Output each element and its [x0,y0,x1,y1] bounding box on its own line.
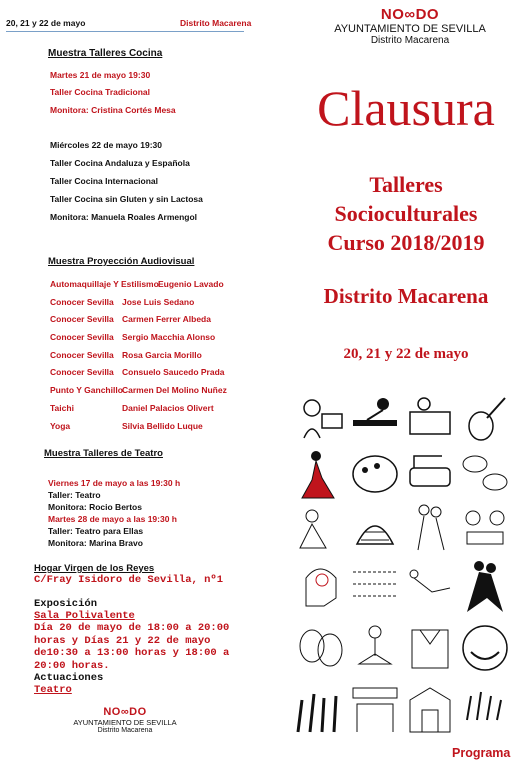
workshop-name: Taichi [50,402,74,413]
meditation-icon [347,620,403,676]
workshop-name: Conocer Sevilla [50,349,114,360]
cocina-g2-taller3: Taller Cocina sin Gluten y sin Lactosa [50,194,203,204]
office-desk-icon [402,390,458,446]
logo-mark-left: NO [380,6,405,23]
logo-line2: Distrito Macarena [97,727,153,734]
clothing-patterns-icon [402,620,458,676]
ballroom-dancers-icon [402,500,458,556]
theater-masks-icon [292,620,348,676]
cocina-g2-taller1: Taller Cocina Andaluza y Española [50,158,190,168]
table-row [50,279,260,297]
header-rule [6,31,244,32]
cover-subtitle-line: Socioculturales [334,201,478,226]
workshop-name: Conocer Sevilla [50,314,114,325]
expo-room: Sala Polivalente [34,610,135,622]
header-district: Distrito Macarena [180,18,252,28]
venue-name: Hogar Virgen de los Reyes [34,563,155,574]
computer-user-icon [292,390,348,446]
cocina-g2-taller2: Taller Cocina Internacional [50,176,159,186]
sewing-machine-icon [402,446,458,502]
logo-mark-left: NO [103,706,121,718]
cocina-title: Muestra Talleres Cocina [48,48,163,59]
workshop-name: Conocer Sevilla [50,296,114,307]
instructor-name: Sergio Macchia Alonso [122,332,216,343]
expo-schedule-line: de10:30 a 13:00 horas y 18:00 a [34,647,230,659]
teatro-taller2: Taller: Teatro para Ellas [48,526,144,536]
madeja-icon: ∞ [120,706,130,718]
venue-address: C/Fray Isidoro de Sevilla, nº1 [34,574,224,586]
cover-subtitle [296,170,516,257]
table-row [50,421,260,439]
table-row [50,314,260,332]
table-row [50,367,260,385]
workshop-name: Conocer Sevilla [50,332,114,343]
teatro-monitora1: Monitora: Rocio Bertos [48,502,142,512]
logo-line1: AYUNTAMIENTO DE SEVILLA [334,23,486,35]
teatro-date2: Martes 28 de mayo a las 19:30 h [48,514,177,524]
teatro-date1: Viernes 17 de mayo a las 19:30 h [48,478,181,488]
workshop-name: Automaquillaje Y Estilismo [50,279,159,289]
instructor-name: Rosa Garcia Morillo [122,349,202,360]
teatro-taller1: Taller: Teatro [48,490,101,500]
dancing-couple-icon [457,558,513,614]
cocina-g2-date: Miércoles 22 de mayo 19:30 [50,140,162,150]
logo-line1: AYUNTAMIENTO DE SEVILLA [73,718,177,727]
workshop-name: Conocer Sevilla [50,367,114,378]
cocina-g1-monitora: Monitora: Cristina Cortés Mesa [50,105,176,115]
group-conversation-icon [457,500,513,556]
cover-footer: Programa [452,746,511,760]
expo-schedule-line: horas y Días 21 y 22 de mayo [34,634,211,647]
sign-language-hands-icon [457,680,513,736]
cocina-g1-taller: Taller Cocina Tradicional [50,87,150,97]
smiling-face-icon [457,620,513,676]
exercise-stretch-icon [402,558,458,614]
painter-palette-icon [347,446,403,502]
instructor-name: Carmen Ferrer Albeda [122,314,211,325]
expo-schedule [34,622,229,672]
expo-label: Exposición [34,598,98,610]
guitar-icon [457,390,513,446]
cover-title: Clausura [317,80,495,136]
cover-subtitle-line: Talleres [369,172,443,197]
chat-bubbles-icon [457,446,513,502]
ayuntamiento-logo-small [70,706,180,734]
instructor-name: Daniel Palacios Olivert [122,402,214,413]
ayuntamiento-logo [330,6,490,46]
handcraft-icon [292,500,348,556]
instructor-name: Jose Luis Sedano [122,296,195,307]
cocina-g2-monitora: Monitora: Manuela Roales Armengol [50,212,198,222]
sevilla-sign-icon [347,680,403,736]
table-row [50,297,260,315]
sewing-patterns-icon [347,558,403,614]
table-row [50,385,260,403]
header-dates: 20, 21 y 22 de mayo [6,18,86,28]
logo-mark-right: DO [415,6,440,23]
flamenco-dancer-icon [292,446,348,502]
crochet-basket-icon [347,500,403,556]
instructor-name: Carmen Del Molino Nuñez [122,385,227,396]
workshop-name: Yoga [50,420,71,431]
logo-line2: Distrito Macarena [370,35,450,46]
instructor-name: Consuelo Saucedo Prada [122,367,225,378]
instructor-name: Eugenio Lavado [158,279,224,289]
madeja-icon: ∞ [404,6,416,23]
audiovisual-title: Muestra Proyección Audiovisual [48,256,195,267]
teatro-monitora2: Monitora: Marina Bravo [48,538,143,548]
massage-icon [347,390,403,446]
dancers-silhouettes-icon [292,680,348,736]
actuaciones-label: Actuaciones [34,672,104,684]
logo-mark-right: DO [129,706,147,718]
no8do-logo-mark-large [330,6,490,23]
no8do-logo-mark [70,706,180,718]
teatro-title: Muestra Talleres de Teatro [44,448,163,459]
sevilla-monument-icon [402,680,458,736]
table-row [50,332,260,350]
actuaciones-place: Teatro [34,684,72,696]
expo-schedule-line: Día 20 de mayo de 18:00 a 20:00 [34,622,230,634]
cover-subtitle-line: Curso 2018/2019 [327,230,485,255]
audiovisual-table [50,279,260,438]
cover-dates: 20, 21 y 22 de mayo [343,346,469,362]
expo-schedule-line: 20:00 horas. [34,659,110,672]
table-row [50,350,260,368]
workshop-name: Punto Y Ganchillo [50,385,123,396]
cocina-g1-date: Martes 21 de mayo 19:30 [50,70,151,80]
table-row [50,403,260,421]
cover-district: Distrito Macarena [323,284,489,308]
instructor-name: Silvia Bellido Luque [122,420,203,431]
head-mind-icon [292,558,348,614]
